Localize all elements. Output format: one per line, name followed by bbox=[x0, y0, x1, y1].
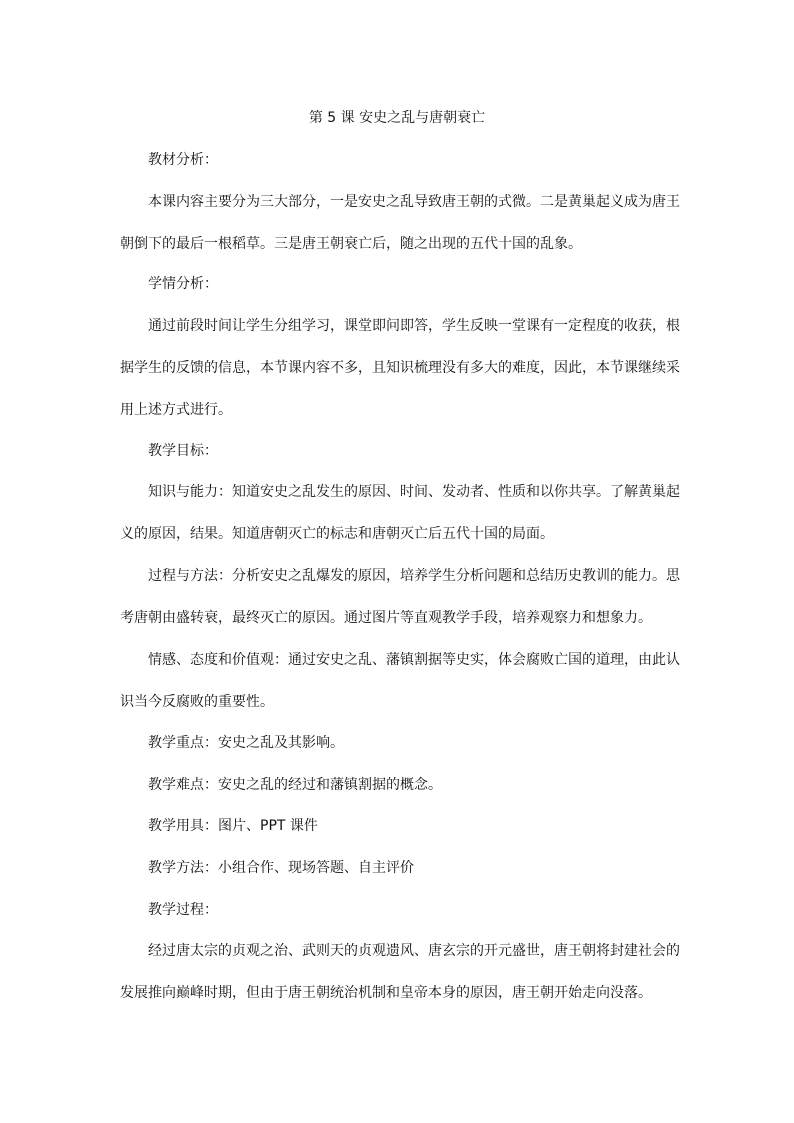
paragraph-teaching-process: 经过唐太宗的贞观之治、武则天的贞观遗风、唐玄宗的开元盛世，唐王朝将封建社会的发展推向巅峰时期，但由于唐王朝统治机制和皇帝本身的原因，唐王朝开始走向没落。 bbox=[120, 943, 680, 1001]
paragraph-knowledge-ability: 知识与能力：知道安史之乱发生的原因、时间、发动者、性质和以你共享。了解黄巢起义的原因，结果。知道唐朝灭亡的标志和唐朝灭亡后五代十国的局面。 bbox=[120, 484, 680, 542]
paragraph-student-analysis: 通过前段时间让学生分组学习，课堂即问即答，学生反映一堂课有一定程度的收获，根据学生的反馈的信息，本节课内容不多，且知识梳理没有多大的难度，因此，本节课继续采用上述方式进行。 bbox=[120, 318, 680, 418]
heading-teaching-goals: 教学目标： bbox=[148, 443, 218, 459]
paragraph-process-method: 过程与方法：分析安史之乱爆发的原因，培养学生分析问题和总结历史教训的能力。思考唐朝由盛转衰，最终灭亡的原因。通过图片等直观教学手段，培养观察力和想象力。 bbox=[120, 568, 680, 626]
heading-textbook-analysis: 教材分析： bbox=[148, 152, 218, 168]
paragraph-teaching-tools: 教学用具：图片、PPT 课件 bbox=[148, 818, 318, 834]
heading-teaching-process: 教学过程： bbox=[148, 902, 218, 918]
heading-student-analysis: 学情分析： bbox=[148, 276, 218, 292]
paragraph-teaching-methods: 教学方法：小组合作、现场答题、自主评价 bbox=[148, 860, 414, 876]
paragraph-key-point: 教学重点：安史之乱及其影响。 bbox=[148, 735, 344, 751]
paragraph-difficult-point: 教学难点：安史之乱的经过和藩镇割据的概念。 bbox=[148, 777, 442, 793]
paragraph-emotion-values: 情感、态度和价值观：通过安史之乱、藩镇割据等史实，体会腐败亡国的道理，由此认识当今反腐败的重要性。 bbox=[120, 652, 680, 710]
paragraph-textbook-analysis: 本课内容主要分为三大部分，一是安史之乱导致唐王朝的式微。二是黄巢起义成为唐王朝倒下的最后一根稻草。三是唐王朝衰亡后，随之出现的五代十国的乱象。 bbox=[120, 194, 680, 252]
page-title: 第 5 课 安史之乱与唐朝衰亡 bbox=[308, 110, 486, 126]
